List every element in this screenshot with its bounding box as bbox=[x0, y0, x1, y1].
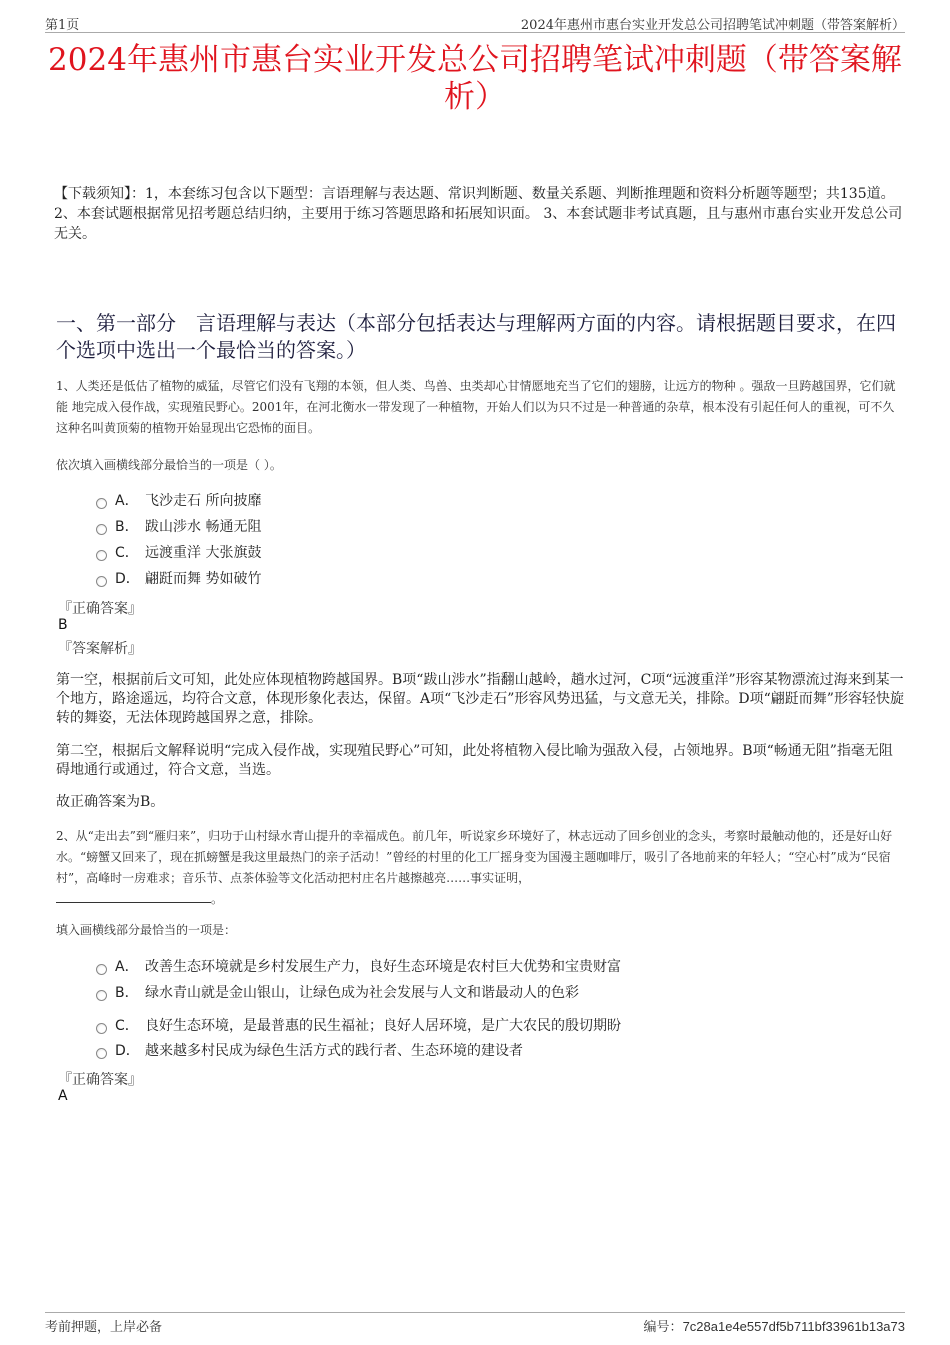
footer-code: 编号：7c28a1e4e557df5b711bf33961b13a73 bbox=[643, 1319, 905, 1335]
question-2-option-a[interactable]: A． 改善生态环境就是乡村发展生产力，良好生态环境是农村巨大优势和宝贵财富 bbox=[96, 956, 621, 976]
question-1-analysis-3: 故正确答案为B。 bbox=[56, 794, 165, 810]
radio-icon[interactable] bbox=[96, 498, 107, 509]
header-doc-title: 2024年惠州市惠台实业开发总公司招聘笔试冲刺题（带答案解析） bbox=[520, 18, 905, 33]
radio-icon[interactable] bbox=[96, 524, 107, 535]
question-1-analysis-label: 『答案解析』 bbox=[58, 641, 142, 657]
footer-slogan: 考前押题，上岸必备 bbox=[45, 1320, 163, 1335]
document-title: 2024年惠州市惠台实业开发总公司招聘笔试冲刺题（带答案解析） bbox=[48, 42, 902, 115]
question-2-option-c[interactable]: C． 良好生态环境，是最普惠的民生福祉；良好人居环境，是广大农民的殷切期盼 bbox=[96, 1015, 621, 1035]
question-2-answer-label: 『正确答案』 bbox=[58, 1072, 142, 1088]
radio-icon[interactable] bbox=[96, 576, 107, 587]
download-notice: 【下载须知】：1，本套练习包含以下题型：言语理解与表达题、常识判断题、数量关系题、判断推理题和资料分析题等题型；共135道。 2、本套试题根据常见招考题总结归纳，主要用于练习答题思路和拓展知识面。 3、本套试题非考试真题，且与惠州市惠台实业开发总公司无关。 bbox=[54, 186, 903, 242]
radio-icon[interactable] bbox=[96, 550, 107, 561]
page-footer bbox=[45, 1312, 905, 1335]
question-2-option-d[interactable]: D． 越来越多村民成为绿色生活方式的践行者、生态环境的建设者 bbox=[96, 1040, 523, 1060]
radio-icon[interactable] bbox=[96, 1048, 107, 1059]
question-1-prompt: 依次填入画横线部分最恰当的一项是（ ）。 bbox=[56, 458, 282, 472]
answer-blank bbox=[56, 890, 211, 903]
radio-icon[interactable] bbox=[96, 1023, 107, 1034]
question-1-analysis-2: 第二空，根据后文解释说明“完成入侵作战，实现殖民野心”可知，此处将植物入侵比喻为强敌入侵，占领地界。B项“畅通无阻”指毫无阻碍地通行或通过，符合文意，当选。 bbox=[56, 743, 893, 778]
radio-icon[interactable] bbox=[96, 964, 107, 975]
question-1-answer-label: 『正确答案』 bbox=[58, 601, 142, 617]
question-2-option-b[interactable]: B． 绿水青山就是金山银山，让绿色成为社会发展与人文和谐最动人的色彩 bbox=[96, 982, 579, 1002]
radio-icon[interactable] bbox=[96, 990, 107, 1001]
question-1-analysis-1: 第一空，根据前后文可知，此处应体现植物跨越国界。B项“跋山涉水”指翻山越岭，趟水过河，C项“远渡重洋”形容某物漂流过海来到某一个地方，路途遥远，均符合文意，体现形象化表达，保留。A项“飞沙走石”形容风势迅猛，与文意无关，排除。D项“翩跹而舞”形容轻快旋转的舞姿，无法体现跨越国界之意，排除。 bbox=[56, 672, 904, 726]
page-number: 第1页 bbox=[45, 18, 80, 33]
question-1-option-c[interactable]: C． 远渡重洋 大张旗鼓 bbox=[96, 542, 261, 562]
question-1-answer: B bbox=[58, 617, 68, 633]
question-1-option-a[interactable]: A． 飞沙走石 所向披靡 bbox=[96, 490, 261, 510]
question-2-stem: 2、从“走出去”到“雁归来”，归功于山村绿水青山提升的幸福成色。前几年，听说家乡环境好了，林志远动了回乡创业的念头，考察时最触动他的，还是好山好水。“螃蟹又回来了，现在抓螃蟹是我这里最热门的亲子活动！”曾经的村里的化工厂摇身变为国漫主题咖啡厅，吸引了各地前来的年轻人；“空心村”成为“民宿村”，高峰时一房难求；音乐节、点茶体验等文化活动把村庄名片越擦越亮……事实证明， 。 bbox=[56, 829, 893, 906]
page-header bbox=[45, 10, 905, 33]
question-1-option-b[interactable]: B． 跋山涉水 畅通无阻 bbox=[96, 516, 261, 536]
question-2-answer: A bbox=[58, 1088, 68, 1104]
question-1-option-d[interactable]: D． 翩跹而舞 势如破竹 bbox=[96, 568, 261, 588]
section-heading: 一、第一部分 言语理解与表达（本部分包括表达与理解两方面的内容。请根据题目要求，在四个选项中选出一个最恰当的答案。） bbox=[56, 311, 896, 362]
question-1-stem: 1、人类还是低估了植物的威猛，尽管它们没有飞翔的本领，但人类、鸟兽、虫类却心甘情愿地充当了它们的翅膀，让远方的物种 。强敌一旦跨越国界，它们就能 地完成入侵作战，实现殖民野心。2001年，在河北衡水一带发现了一种植物，开始人们以为只不过是一种普通的杂草，根本没有引起任何人的重视，可不久这种名叫黄顶菊的植物开始显现出它恐怖的面目。 bbox=[56, 379, 896, 435]
question-2-prompt: 填入画横线部分最恰当的一项是： bbox=[56, 923, 237, 937]
